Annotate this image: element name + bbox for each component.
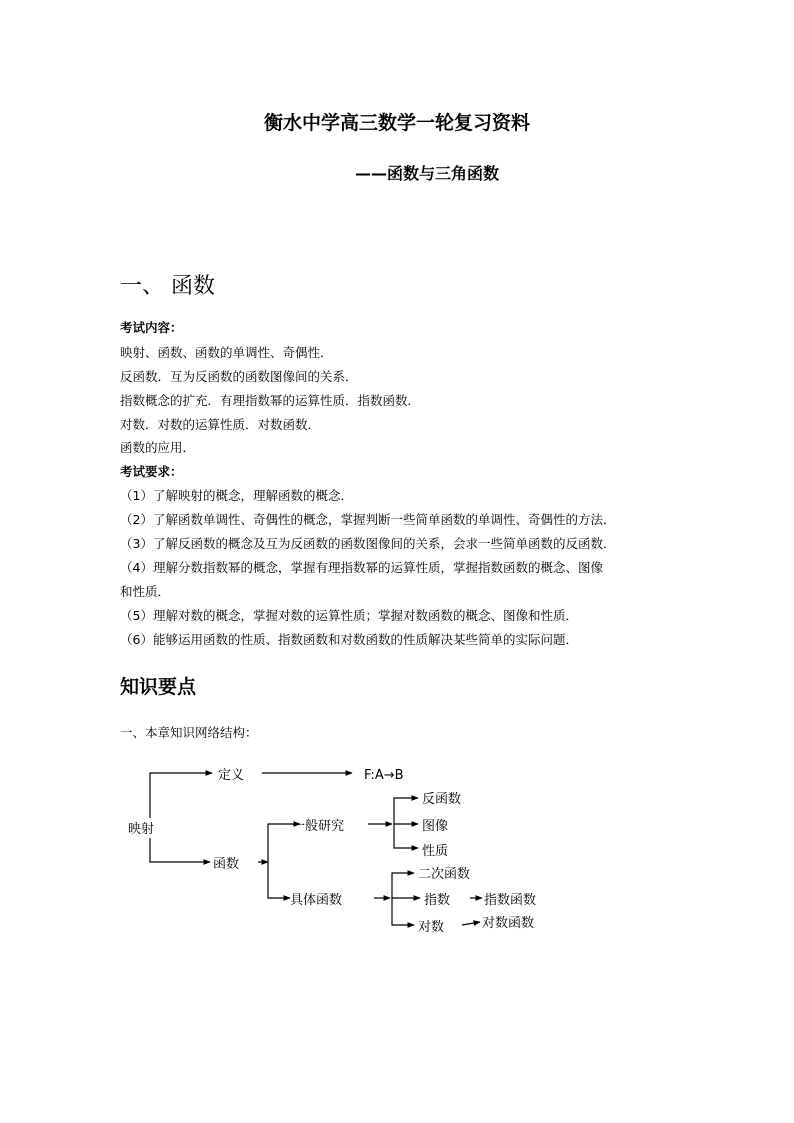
exam-content-label: 考试内容：: [120, 320, 183, 335]
node-specific: 具体函数: [290, 893, 343, 908]
requirement-line: （2）了解函数单调性、奇偶性的概念，掌握判断一些简单函数的单调性、奇偶性的方法．: [120, 512, 616, 527]
exam-requirements-label: 考试要求：: [120, 464, 183, 479]
connector-line: [394, 824, 418, 848]
knowledge-intro: 一、本章知识网络结构：: [120, 725, 258, 740]
document-title: 衡水中学高三数学一轮复习资料: [263, 112, 530, 134]
exam-content-line: 反函数．互为反函数的函数图像间的关系．: [120, 369, 358, 384]
requirement-line: （3）了解反函数的概念及互为反函数的函数图像间的关系，会求一些简单函数的反函数．: [120, 536, 616, 551]
node-root: 映射: [128, 822, 155, 837]
section-heading: 一、 函数: [120, 274, 215, 299]
knowledge-heading: 知识要点: [120, 676, 197, 698]
connector-line: [394, 798, 418, 824]
node-log-func: 对数函数: [482, 916, 535, 931]
node-quadratic: 二次函数: [418, 867, 471, 882]
exam-content-line: 函数的应用．: [120, 440, 196, 455]
node-general-study: 一般研究: [292, 819, 345, 834]
connector-line: [462, 922, 480, 925]
exam-content-line: 对数．对数的运算性质．对数函数．: [120, 417, 321, 432]
node-inverse: 反函数: [422, 792, 462, 807]
exam-content-line: 指数概念的扩充．有理指数幂的运算性质．指数函数．: [120, 393, 421, 408]
node-exponent: 指数: [424, 893, 451, 908]
connector-line: [150, 773, 212, 818]
requirement-line: （1）了解映射的概念，理解函数的概念．: [120, 488, 353, 503]
node-property: 性质: [422, 844, 449, 859]
exam-content-line: 映射、函数、函数的单调性、奇偶性．: [120, 345, 333, 360]
node-exp-func: 指数函数: [484, 893, 537, 908]
connector-line: [392, 873, 414, 898]
requirement-line: 和性质．: [120, 584, 171, 599]
connector-line: [150, 838, 210, 862]
connector-line: [268, 862, 290, 898]
node-graph: 图像: [422, 819, 449, 834]
node-log: 对数: [418, 920, 445, 935]
node-function: 函数: [213, 857, 240, 872]
node-definition: 定义: [218, 768, 245, 783]
document-subtitle: ——函数与三角函数: [354, 164, 499, 183]
requirement-line: （4）理解分数指数幂的概念，掌握有理指数幂的运算性质，掌握指数函数的概念、图像: [120, 560, 603, 575]
requirement-line: （5）理解对数的概念，掌握对数的运算性质；掌握对数函数的概念、图像和性质．: [120, 608, 578, 623]
requirement-line: （6）能够运用函数的性质、指数函数和对数函数的性质解决某些简单的实际问题．: [120, 632, 578, 647]
node-mapping: F:A→B: [364, 768, 404, 783]
connector-line: [392, 898, 414, 925]
